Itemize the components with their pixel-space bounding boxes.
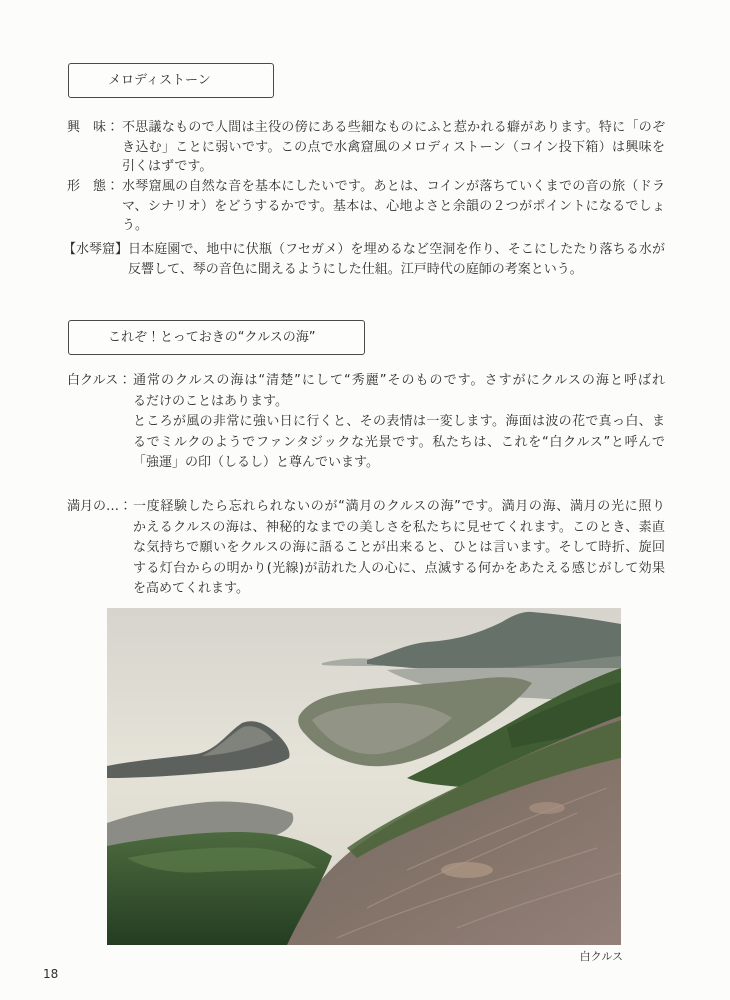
white-kurusu-line: ところが風の非常に強い日に行くと、その表情は一変します。海面は波の花で真っ白、ま	[133, 414, 665, 429]
full-moon-line: する灯台からの明かり(光線)が訪れた人の心に、点滅する何かをあたえる感じがして効果	[133, 560, 665, 576]
full-moon-line: を高めてくれます。	[133, 581, 249, 596]
section-heading-text: メロディストーン	[108, 73, 211, 88]
entry-label-form: 形 態：	[67, 179, 120, 194]
tan-rock-patch	[529, 802, 565, 814]
interest-line: 引くはずです。	[122, 159, 213, 174]
suikinkutsu-line: 日本庭園で、地中に伏瓶（フセガメ）を埋めるなど空洞を作り、そこにしたたり落ちる水が	[128, 242, 665, 257]
section-heading-kurusu-sea	[68, 320, 365, 355]
section-heading-text: これぞ！とっておきの“クルスの海”	[108, 330, 316, 345]
full-moon-line: な気持ちで願いをクルスの海に語ることが出来ると、ひとは言います。そして時折、旋回	[133, 540, 665, 555]
coastline-photo	[107, 608, 621, 945]
interest-line: き込む」ことに弱いです。この点で水禽窟風のメロディストーン（コイン投下箱）は興味を	[122, 139, 665, 155]
form-line: マ、シナリオ）をどうするかです。基本は、心地よさと余韻の２つがポイントになるでしょ	[122, 198, 665, 214]
white-kurusu-line: 通常のクルスの海は“清楚”にして“秀麗”そのものです。さすがにクルスの海と呼ばれ	[133, 373, 665, 388]
entry-body-suikinkutsu	[128, 240, 665, 279]
section-heading-melody-stone	[68, 63, 274, 98]
form-line: 水琴窟風の自然な音を基本にしたいです。あとは、コインが落ちていくまでの音の旅（ドラ	[122, 179, 665, 194]
suikinkutsu-line: 反響して、琴の音色に聞えるようにした仕組。江戸時代の庭師の考案という。	[128, 261, 583, 277]
entry-label-full-moon: 満月の…：	[67, 499, 133, 514]
tan-rock-patch	[441, 862, 493, 878]
entry-body-white-kurusu	[133, 371, 665, 474]
page-number: 18	[43, 967, 59, 981]
form-line: う。	[122, 218, 149, 233]
entry-label-interest: 興 味：	[67, 120, 120, 135]
full-moon-line: 一度経験したら忘れられないのが“満月のクルスの海”です。満月の海、満月の光に照り	[133, 499, 665, 514]
white-kurusu-line: るだけのことはあります。	[133, 393, 288, 409]
entry-label-suikinkutsu: 【水琴窟】	[63, 242, 129, 257]
entry-body-full-moon	[133, 497, 665, 600]
entry-label-white-kurusu: 白クルス：	[67, 373, 132, 388]
interest-line: 不思議なもので人間は主役の傍にある些細なものにふと惹かれる癖があります。特に「のぞ	[122, 120, 665, 135]
photo-caption: 白クルス	[579, 950, 623, 963]
entry-body-form	[122, 177, 665, 236]
white-kurusu-line: るでミルクのようでファンタジックな光景です。私たちは、これを“白クルス”と呼んで	[133, 434, 665, 450]
entry-body-interest	[122, 118, 665, 177]
full-moon-line: かえるクルスの海は、神秘的なまでの美しさを私たちに見せてくれます。このとき、素直	[133, 519, 665, 535]
white-kurusu-line: 「強運」の印（しるし）と尊んでいます。	[133, 455, 379, 470]
